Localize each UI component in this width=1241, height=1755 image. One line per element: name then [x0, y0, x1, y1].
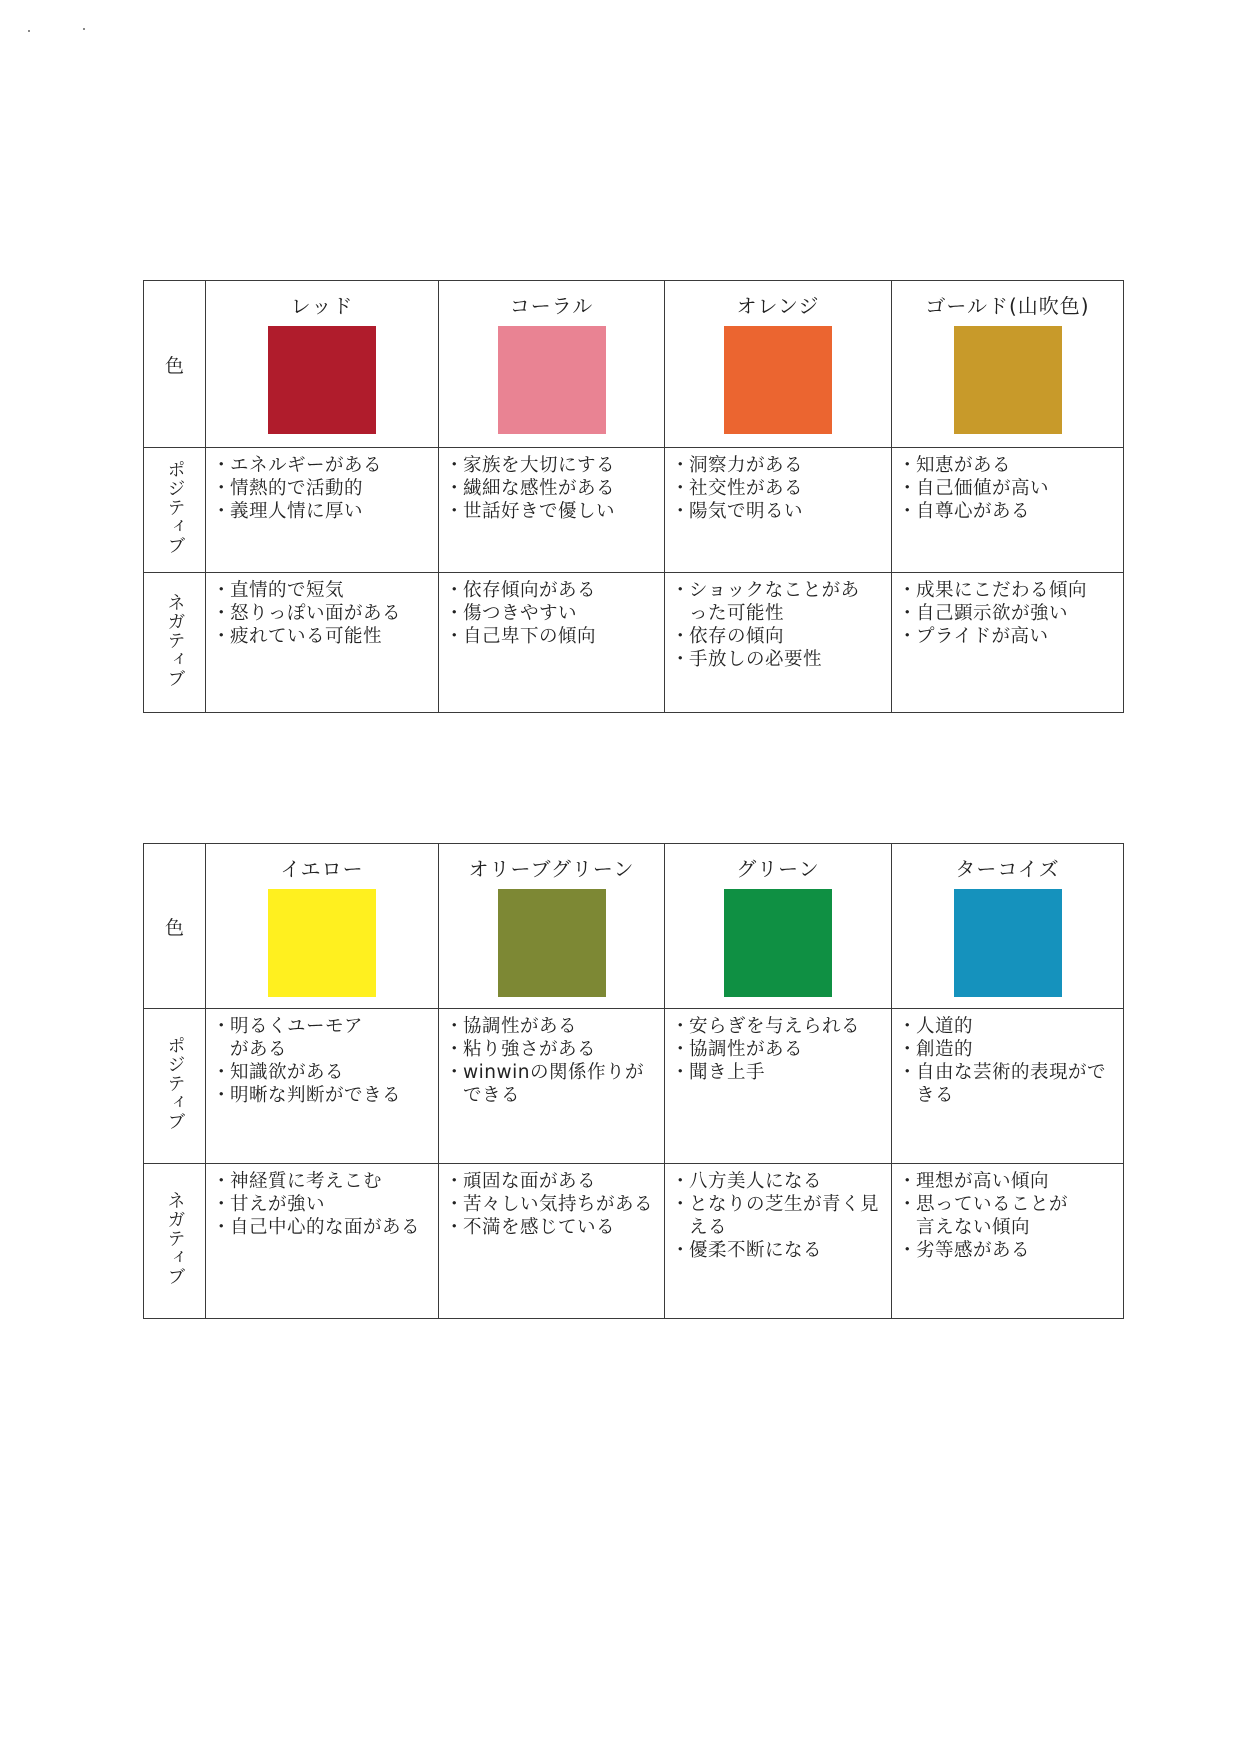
negative-cell-gold [892, 573, 1124, 713]
color-name: グリーン [736, 857, 820, 881]
color-name: ターコイズ [955, 857, 1060, 881]
color-name: レッド [290, 294, 354, 318]
trait-item: ・ 安らぎを与えられる [665, 1015, 891, 1038]
row-label-negative [144, 1164, 206, 1319]
row-label-negative-text: ネガティブ [164, 592, 186, 688]
positive-cell-yellow [206, 1009, 439, 1164]
trait-item: ・ 自由な芸術的表現ができる [892, 1061, 1123, 1107]
trait-item: ・ 手放しの必要性 [665, 648, 891, 671]
trait-item: ・ winwinの関係作りができる [439, 1061, 664, 1107]
negative-cell-yellow [206, 1164, 439, 1319]
trait-item: ・ 知恵がある [892, 454, 1123, 477]
trait-item: ・ 創造的 [892, 1038, 1123, 1061]
negative-cell-green [665, 1164, 892, 1319]
negative-row [144, 573, 1124, 713]
negative-cell-coral [439, 573, 665, 713]
positive-row [144, 448, 1124, 573]
trait-item: ・ 明晰な判断ができる [206, 1084, 438, 1107]
trait-item: ・ となりの芝生が青く見える [665, 1193, 891, 1239]
trait-item: ・ 理想が高い傾向 [892, 1170, 1123, 1193]
row-label-positive [144, 1009, 206, 1164]
trait-item: ・ 自己卑下の傾向 [439, 625, 664, 648]
color-swatch-olive-green [498, 889, 606, 997]
color-swatch-yellow [268, 889, 376, 997]
trait-item: ・ エネルギーがある [206, 454, 438, 477]
negative-row [144, 1164, 1124, 1319]
color-table-1 [143, 280, 1124, 713]
color-row [144, 281, 1124, 448]
trait-item: ・ 明るくユーモアがある [206, 1015, 438, 1061]
color-cell-gold [892, 281, 1124, 448]
trait-item: ・ 知識欲がある [206, 1061, 438, 1084]
positive-cell-red [206, 448, 439, 573]
row-label-color-text: 色 [164, 354, 184, 377]
scan-speck [28, 30, 30, 32]
trait-item: ・ 世話好きで優しい [439, 500, 664, 523]
trait-item: ・ 八方美人になる [665, 1170, 891, 1193]
row-label-positive-text: ポジティブ [164, 1036, 186, 1131]
trait-item: ・ 思っていることが言えない傾向 [892, 1193, 1123, 1239]
positive-cell-olive-green [439, 1009, 665, 1164]
row-label-color [144, 281, 206, 448]
trait-item: ・ 苦々しい気持ちがある [439, 1193, 664, 1216]
trait-item: ・ 依存の傾向 [665, 625, 891, 648]
color-cell-red [206, 281, 439, 448]
trait-item: ・ 聞き上手 [665, 1061, 891, 1084]
trait-item: ・ 自己価値が高い [892, 477, 1123, 500]
positive-cell-orange [665, 448, 892, 573]
positive-cell-green [665, 1009, 892, 1164]
color-cell-coral [439, 281, 665, 448]
trait-item: ・ 社交性がある [665, 477, 891, 500]
color-cell-turquoise [892, 844, 1124, 1009]
trait-item: ・ ショックなことがあった可能性 [665, 579, 891, 625]
trait-item: ・ 自己中心的な面がある [206, 1216, 438, 1239]
trait-item: ・ 粘り強さがある [439, 1038, 664, 1061]
trait-item: ・ 自己顕示欲が強い [892, 602, 1123, 625]
color-swatch-turquoise [954, 889, 1062, 997]
trait-item: ・ 協調性がある [665, 1038, 891, 1061]
color-name: コーラル [509, 294, 594, 318]
trait-item: ・ 人道的 [892, 1015, 1123, 1038]
trait-item: ・ 洞察力がある [665, 454, 891, 477]
positive-cell-turquoise [892, 1009, 1124, 1164]
trait-item: ・ 成果にこだわる傾向 [892, 579, 1123, 602]
trait-item: ・ 協調性がある [439, 1015, 664, 1038]
trait-item: ・ 神経質に考えこむ [206, 1170, 438, 1193]
trait-item: ・ 甘えが強い [206, 1193, 438, 1216]
trait-item: ・ 怒りっぽい面がある [206, 602, 438, 625]
trait-item: ・ 頑固な面がある [439, 1170, 664, 1193]
trait-item: ・ 情熱的で活動的 [206, 477, 438, 500]
positive-cell-coral [439, 448, 665, 573]
negative-cell-turquoise [892, 1164, 1124, 1319]
row-label-negative-text: ネガティブ [164, 1191, 186, 1286]
negative-cell-red [206, 573, 439, 713]
color-cell-olive-green [439, 844, 665, 1009]
negative-cell-olive-green [439, 1164, 665, 1319]
row-label-negative [144, 573, 206, 713]
color-cell-yellow [206, 844, 439, 1009]
row-label-color [144, 844, 206, 1009]
color-name: オリーブグリーン [468, 857, 635, 881]
color-swatch-green [724, 889, 832, 997]
color-cell-green [665, 844, 892, 1009]
trait-item: ・ プライドが高い [892, 625, 1123, 648]
color-cell-orange [665, 281, 892, 448]
trait-item: ・ 家族を大切にする [439, 454, 664, 477]
color-row [144, 844, 1124, 1009]
positive-row [144, 1009, 1124, 1164]
color-swatch-red [268, 326, 376, 434]
color-name: ゴールド(山吹色) [925, 294, 1090, 318]
trait-item: ・ 繊細な感性がある [439, 477, 664, 500]
trait-item: ・ 劣等感がある [892, 1239, 1123, 1262]
trait-item: ・ 不満を感じている [439, 1216, 664, 1239]
trait-item: ・ 自尊心がある [892, 500, 1123, 523]
color-table-2 [143, 843, 1124, 1319]
trait-item: ・ 傷つきやすい [439, 602, 664, 625]
trait-item: ・ 依存傾向がある [439, 579, 664, 602]
trait-item: ・ 疲れている可能性 [206, 625, 438, 648]
row-label-positive [144, 448, 206, 573]
negative-cell-orange [665, 573, 892, 713]
color-name: イエロー [280, 857, 364, 881]
trait-item: ・ 陽気で明るい [665, 500, 891, 523]
scan-speck [83, 28, 85, 30]
trait-item: ・ 直情的で短気 [206, 579, 438, 602]
color-swatch-gold [954, 326, 1062, 434]
row-label-positive-text: ポジティブ [164, 460, 186, 555]
color-swatch-coral [498, 326, 606, 434]
trait-item: ・ 優柔不断になる [665, 1239, 891, 1262]
color-swatch-orange [724, 326, 832, 434]
positive-cell-gold [892, 448, 1124, 573]
color-name: オレンジ [736, 294, 820, 318]
row-label-color-text: 色 [164, 916, 184, 939]
trait-item: ・ 義理人情に厚い [206, 500, 438, 523]
